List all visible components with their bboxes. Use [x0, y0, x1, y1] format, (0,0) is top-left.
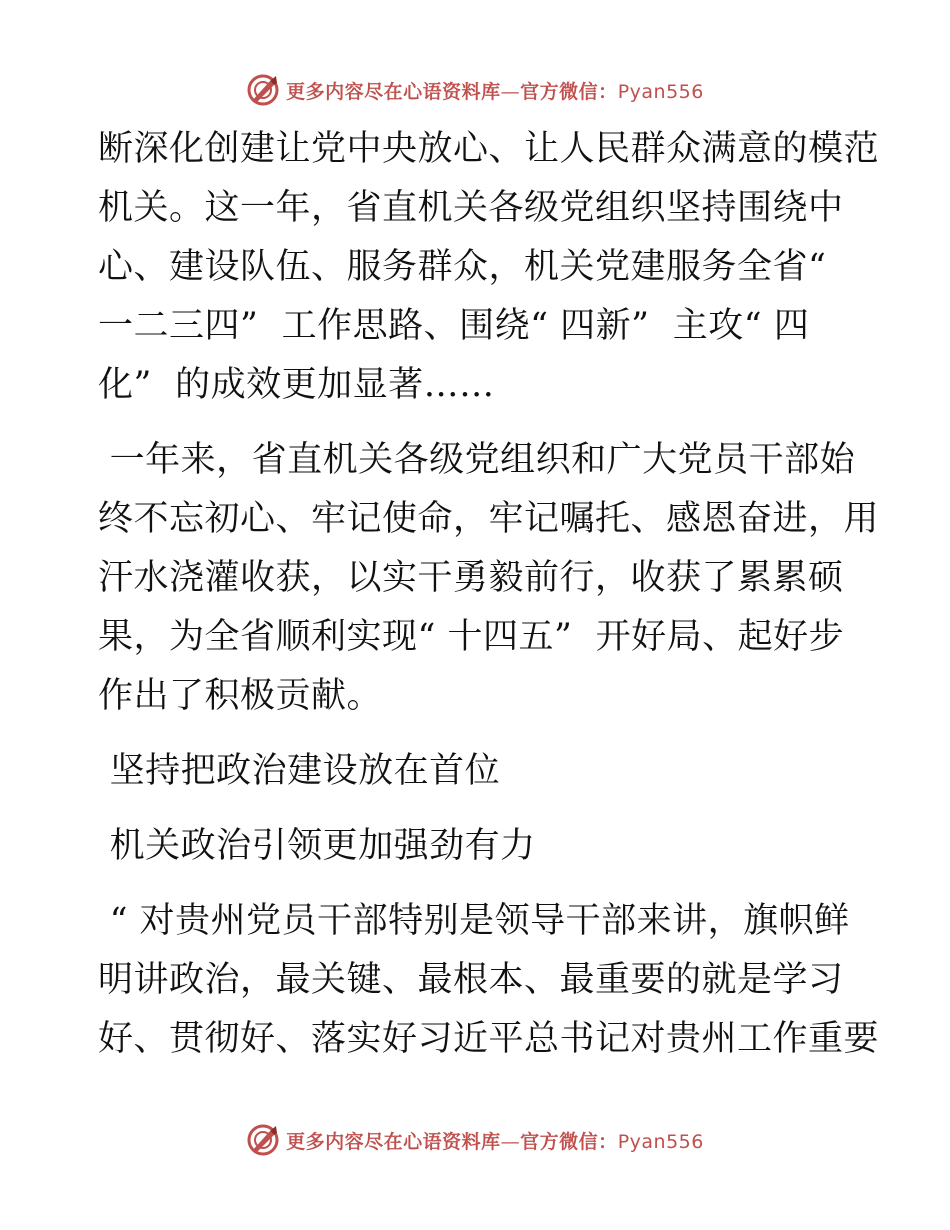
- text-line: 好、贯彻好、落实好习近平总书记对贵州工作重要: [98, 1019, 880, 1059]
- wechat-id: Pyan556: [617, 80, 704, 103]
- document-body: [98, 120, 880, 1069]
- pen-logo-icon: [246, 1123, 280, 1157]
- text-line: 明讲政治，最关键、最根本、最重要的就是学习: [98, 960, 844, 1000]
- text-line: 作出了积极贡献。: [98, 676, 383, 716]
- text-line: 一二三四” 工作思路、围绕“ 四新” 主攻“ 四: [98, 306, 810, 346]
- text-line: 化” 的成效更加显著……: [98, 365, 495, 405]
- banner-text: 更多内容尽在心语资料库—官方微信：Pyan556: [286, 1130, 704, 1153]
- text-line: 果，为全省顺利实现“ 十四五” 开好局、起好步: [98, 617, 845, 657]
- text-line: 机关。这一年，省直机关各级党组织坚持围绕中: [98, 188, 844, 228]
- wechat-id: Pyan556: [617, 1130, 704, 1153]
- banner-text: 更多内容尽在心语资料库—官方微信：Pyan556: [286, 80, 704, 103]
- header-banner: [0, 70, 950, 110]
- pen-logo-icon: [246, 73, 280, 107]
- footer-banner: [0, 1120, 950, 1160]
- section-heading: 坚持把政治建设放在首位: [98, 751, 501, 791]
- text-line: 断深化创建让党中央放心、让人民群众满意的模范: [98, 129, 880, 169]
- section-heading: 机关政治引领更加强劲有力: [98, 826, 536, 866]
- text-line: 一年来，省直机关各级党组织和广大党员干部始: [98, 440, 856, 480]
- text-line: “ 对贵州党员干部特别是领导干部来讲，旗帜鲜: [98, 901, 850, 941]
- text-line: 心、建设队伍、服务群众，机关党建服务全省“: [98, 247, 827, 287]
- text-line: 终不忘初心、牢记使命，牢记嘱托、感恩奋进，用: [98, 499, 880, 539]
- text-line: 汗水浇灌收获，以实干勇毅前行，收获了累累硕: [98, 558, 844, 598]
